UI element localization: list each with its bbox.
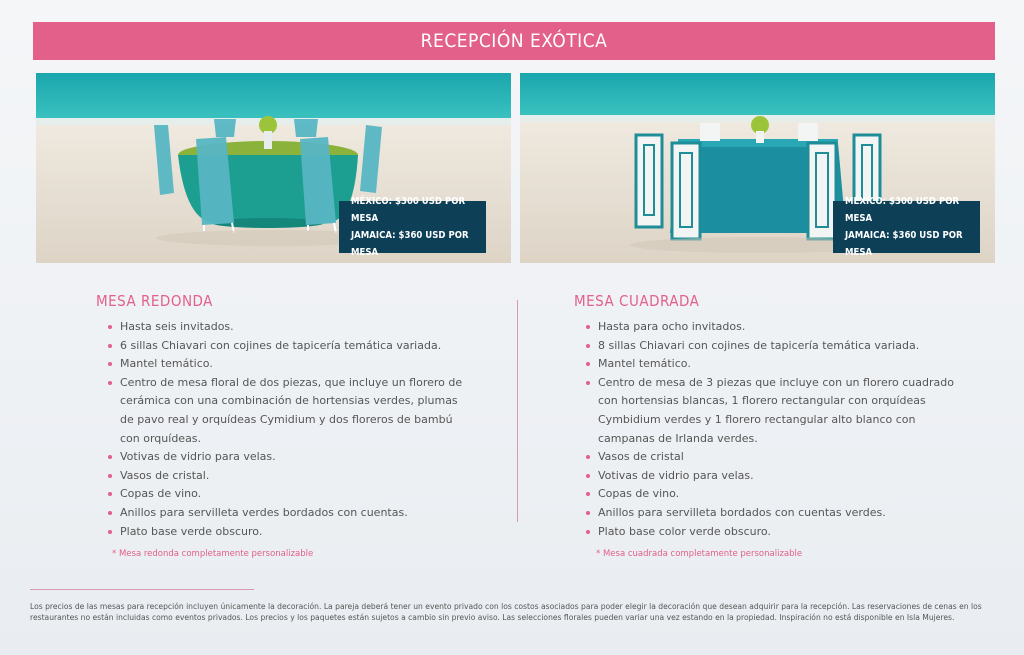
list-item: Copas de vino. — [108, 485, 466, 504]
list-item: Hasta para ocho invitados. — [586, 318, 964, 337]
list-item: Centro de mesa floral de dos piezas, que incluye un florero de cerámica con una combinación de hortensias verdes, plumas de pavo real y orquídeas Cymidium y dos floreros de bambú con orquídeas. — [108, 374, 466, 448]
round-table-section — [96, 292, 466, 559]
list-item: Vasos de cristal — [586, 448, 964, 467]
round-table-list — [96, 318, 466, 541]
price-jamaica: JAMAICA: $360 USD POR MESA — [351, 230, 469, 258]
square-table-price-box — [833, 196, 980, 258]
footer-disclaimer: Los precios de las mesas para recepción incluyen únicamente la decoración. La pareja deberá tener un evento privado con los costos asociados para poder elegir la decoración que desean adquirir para la recepción. Las reservaciones de cenas en los restaurantes no están incluidas como eventos privados. Los precios y los paquetes están sujetos a cambio sin previo aviso. Las selecciones florales pueden variar una vez estando en la propiedad. Inspiración no está disponible en Isla Mujeres. — [30, 602, 982, 622]
price-mexico: MÉXICO: $300 USD POR MESA — [351, 196, 466, 224]
square-table-list — [574, 318, 964, 541]
list-item: Plato base color verde obscuro. — [586, 523, 964, 542]
round-table-title: MESA REDONDA — [96, 292, 213, 310]
list-item: Hasta seis invitados. — [108, 318, 466, 337]
title-banner — [33, 22, 995, 60]
list-item: Copas de vino. — [586, 485, 964, 504]
list-item: 8 sillas Chiavari con cojines de tapicería temática variada. — [586, 337, 964, 356]
list-item: Votivas de vidrio para velas. — [586, 467, 964, 486]
list-item: Votivas de vidrio para velas. — [108, 448, 466, 467]
price-jamaica: JAMAICA: $360 USD POR MESA — [845, 230, 963, 258]
square-table-note: * Mesa cuadrada completamente personalizable — [596, 549, 803, 560]
list-item: Plato base verde obscuro. — [108, 523, 466, 542]
square-table-section — [574, 292, 964, 559]
square-table-title: MESA CUADRADA — [574, 292, 700, 310]
round-table-photo — [36, 73, 511, 263]
list-item: Anillos para servilleta bordados con cuentas verdes. — [586, 504, 964, 523]
list-item: Mantel temático. — [586, 355, 964, 374]
footer-rule — [30, 589, 254, 590]
list-item: Centro de mesa de 3 piezas que incluye con un florero cuadrado con hortensias blancas, 1 florero rectangular con orquídeas Cymbidium verdes y 1 florero rectangular alto blanco con campanas de Irlanda verdes. — [586, 374, 964, 448]
list-item: Anillos para servilleta verdes bordados con cuentas. — [108, 504, 466, 523]
square-table-photo — [520, 73, 995, 263]
list-item: 6 sillas Chiavari con cojines de tapicería temática variada. — [108, 337, 466, 356]
price-mexico: MÉXICO: $300 USD POR MESA — [845, 196, 960, 224]
round-table-price-box — [339, 196, 486, 258]
column-divider — [517, 300, 518, 522]
page-title: RECEPCIÓN EXÓTICA — [420, 30, 608, 52]
list-item: Mantel temático. — [108, 355, 466, 374]
list-item: Vasos de cristal. — [108, 467, 466, 486]
round-table-note: * Mesa redonda completamente personalizable — [112, 549, 314, 560]
